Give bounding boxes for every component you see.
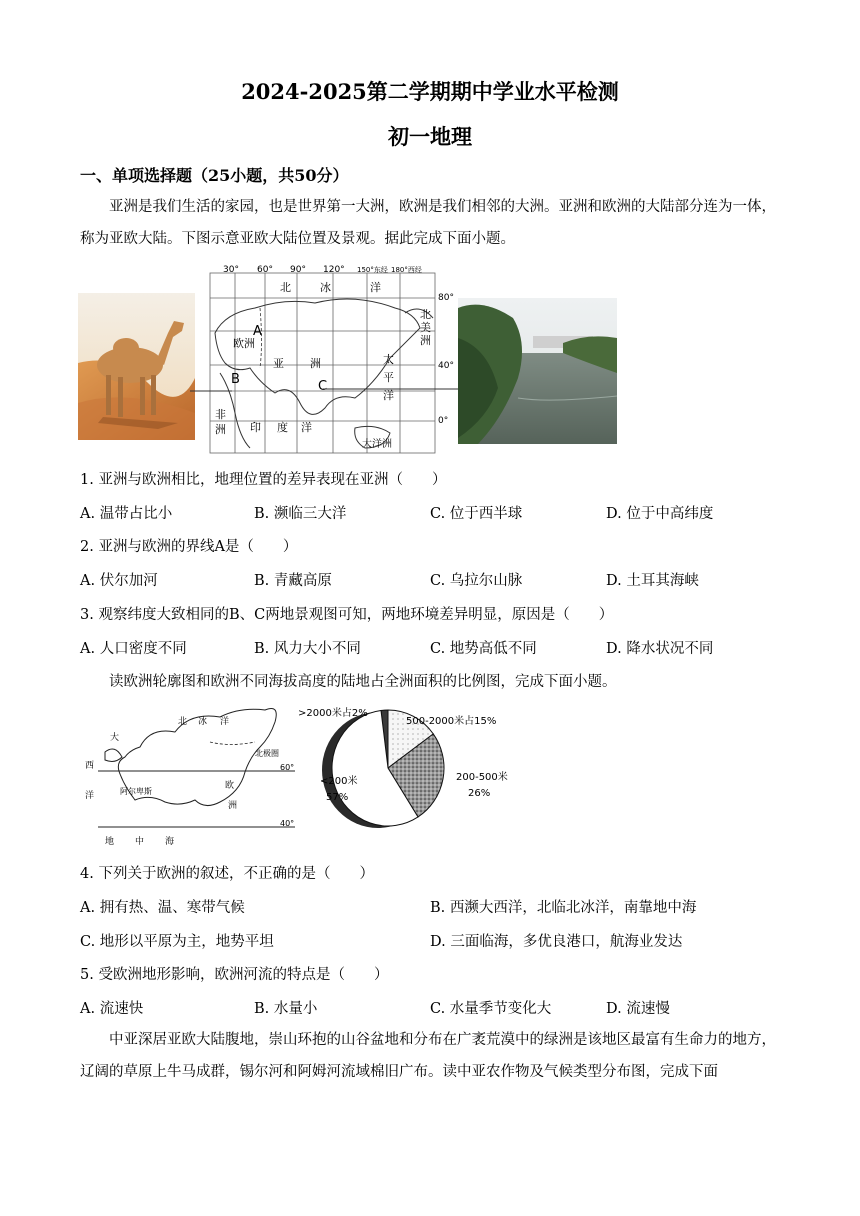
intro-paragraph-1: 亚洲是我们生活的家园，也是世界第一大洲，欧洲是我们相邻的大洲。亚洲和欧洲的大陆部分连为一体，称为亚欧大陆。下图示意亚欧大陆位置及景观。据此完成下面小题。 (80, 199, 776, 247)
pie-label-200-500: 200-500米 (456, 772, 508, 783)
pie-label-500-2000: 500-2000米占15% (406, 716, 497, 727)
q2-option-d[interactable]: D. 土耳其海峡 (606, 573, 699, 589)
europe-label: 欧 (225, 781, 235, 791)
intro-paragraph-3: 中亚深居亚欧大陆腹地，崇山环抱的山谷盆地和分布在广袤荒漠中的绿洲是该地区最富有生命力的地方，辽阔的草原上牛马成群，锡尔河和阿姆河流域棉旧广布。读中亚农作物及气候类型分布图，完成下面 (80, 1032, 776, 1080)
europe-label: 海 (165, 837, 175, 847)
q3-option-c[interactable]: C. 地势高低不同 (430, 641, 537, 657)
desert-camel-photo (78, 293, 195, 440)
map-label: 美 (420, 321, 431, 334)
europe-label: 中 (135, 837, 145, 847)
map-lon-150: 150°东经 (357, 266, 388, 274)
q2-option-c[interactable]: C. 乌拉尔山脉 (430, 573, 523, 589)
q3-option-d[interactable]: D. 降水状况不同 (606, 641, 714, 657)
europe-label: 冰 (198, 717, 208, 727)
europe-label: 洲 (228, 801, 238, 811)
europe-label: 地 (105, 837, 115, 847)
map-lon-180: 180°西经 (391, 266, 422, 274)
europe-label: 洋 (85, 791, 95, 801)
europe-label: 北 (178, 717, 188, 727)
map-label-europe: 欧洲 (233, 337, 255, 350)
page-subtitle: 初一地理 (388, 124, 472, 149)
map-lon-120: 120° (323, 265, 345, 275)
map-label: 洋 (301, 421, 312, 434)
europe-label: 大 (110, 733, 120, 743)
q5-option-d[interactable]: D. 流速慢 (606, 1001, 670, 1017)
q2-option-a[interactable]: A. 伏尔加河 (80, 573, 158, 589)
map-label-oceania: 大洋洲 (362, 439, 392, 450)
map-label: 洋 (370, 281, 381, 294)
map-lat-0: 0° (438, 416, 449, 426)
map-label: 太 (383, 353, 394, 366)
river-landscape-photo (458, 298, 617, 444)
map-label: 北 (420, 308, 431, 321)
europe-label-arctic-circle: 北极圈 (255, 749, 279, 758)
q5-option-c[interactable]: C. 水量季节变化大 (430, 1001, 552, 1017)
map-label: 平 (383, 371, 394, 384)
pie-label-lt200: <200米 (320, 776, 358, 787)
q1-option-a[interactable]: A. 温带占比小 (80, 506, 173, 522)
europe-label-alps: 阿尔卑斯 (120, 787, 152, 796)
page-title: 2024-2025第二学期期中学业水平检测 (241, 79, 619, 104)
map-label: 非 (215, 408, 226, 421)
map-label: 洋 (383, 389, 394, 402)
europe-lat-60: 60° (280, 763, 295, 772)
map-label: 北 (280, 281, 291, 294)
eurasia-map (205, 263, 455, 455)
map-marker-b: B (231, 372, 240, 387)
europe-lat-40: 40° (280, 819, 295, 828)
q1-option-b[interactable]: B. 濒临三大洋 (254, 506, 347, 522)
q3-option-b[interactable]: B. 风力大小不同 (254, 641, 361, 657)
map-lat-40: 40° (438, 361, 454, 371)
map-label: 度 (277, 421, 288, 434)
map-label: 洲 (215, 423, 226, 436)
map-label: 洲 (310, 357, 321, 370)
elevation-pie-chart (296, 702, 526, 842)
q4-option-d[interactable]: D. 三面临海，多优良港口，航海业发达 (430, 934, 683, 950)
q1-option-c[interactable]: C. 位于西半球 (430, 506, 523, 522)
europe-outline-map (80, 702, 308, 850)
section-heading: 一、单项选择题（25小题，共50分） (80, 166, 349, 185)
map-lon-90: 90° (290, 265, 306, 275)
map-label: 亚 (273, 357, 284, 370)
q4-option-a[interactable]: A. 拥有热、温、寒带气候 (80, 900, 245, 916)
q3-option-a[interactable]: A. 人口密度不同 (80, 641, 187, 657)
map-lat-80: 80° (438, 293, 454, 303)
map-lon-60: 60° (257, 265, 273, 275)
map-marker-c: C (318, 379, 328, 394)
pie-value-200-500: 26% (468, 788, 491, 799)
question-4-stem: 4. 下列关于欧洲的叙述，不正确的是（ ） (80, 866, 374, 882)
q5-option-b[interactable]: B. 水量小 (254, 1001, 318, 1017)
question-2-stem: 2. 亚洲与欧洲的界线A是（ ） (80, 539, 298, 555)
map-label: 冰 (320, 281, 331, 294)
question-3-stem: 3. 观察纬度大致相同的B、C两地景观图可知，两地环境差异明显，原因是（ ） (80, 607, 614, 623)
map-lon-30: 30° (223, 265, 239, 275)
map-label: 印 (250, 421, 261, 434)
question-5-stem: 5. 受欧洲地形影响，欧洲河流的特点是（ ） (80, 967, 389, 983)
q4-option-b[interactable]: B. 西濒大西洋，北临北冰洋，南靠地中海 (430, 900, 697, 916)
map-marker-a: A (253, 324, 262, 339)
leader-lines (190, 380, 465, 400)
q2-option-b[interactable]: B. 青藏高原 (254, 573, 332, 589)
question-1-stem: 1. 亚洲与欧洲相比，地理位置的差异表现在亚洲（ ） (80, 472, 447, 488)
pie-label-gt2000: >2000米占2% (298, 708, 368, 719)
q1-option-d[interactable]: D. 位于中高纬度 (606, 506, 714, 522)
map-label: 洲 (420, 334, 431, 347)
q5-option-a[interactable]: A. 流速快 (80, 1001, 144, 1017)
europe-label: 西 (85, 761, 95, 771)
europe-label: 洋 (220, 717, 230, 727)
pie-value-lt200: 57% (326, 792, 349, 803)
intro-paragraph-2: 读欧洲轮廓图和欧洲不同海拔高度的陆地占全洲面积的比例图，完成下面小题。 (109, 674, 617, 690)
q4-option-c[interactable]: C. 地形以平原为主，地势平坦 (80, 934, 274, 950)
